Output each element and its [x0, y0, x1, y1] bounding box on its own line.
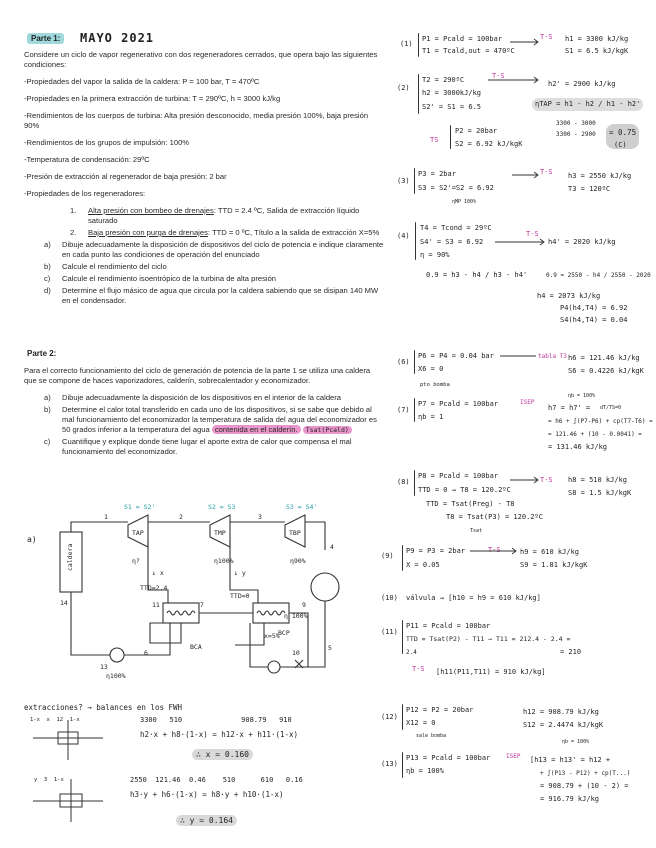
state-8-p: P8 = Pcald = 100bar: [418, 472, 499, 480]
pt-11: 11: [152, 601, 160, 609]
state-4-number: (4): [397, 232, 410, 240]
turbine-tap-label: TAP: [132, 529, 144, 537]
pt-13: 13: [100, 663, 108, 671]
state-4-calc-1: 0.9 = h3 - h4 / h3 - h4': [426, 271, 528, 279]
state-3-p: P3 = 2bar: [418, 170, 456, 178]
state-7-number: (7): [397, 406, 410, 414]
parte1-intro: Considere un ciclo de vapor regenerativo con dos regeneradores cerrados, que opera bajo las siguientes condiciones:: [24, 50, 378, 69]
ttd-24: TTD=2.4: [140, 584, 168, 592]
question-b: b) Calcule el rendimiento del ciclo: [44, 262, 167, 271]
pump2-eta: η 100%: [284, 612, 308, 620]
handwritten-note-tsat: Tsat(Pcald): [303, 426, 352, 434]
pump-bca: [110, 648, 124, 662]
state-7-p: P7 = Pcald = 100bar: [418, 400, 499, 408]
state-12-s: S12 = 2.4474 kJ/kgK: [523, 721, 604, 729]
state-13-h: [h13 = h13' = h12 +: [530, 756, 611, 764]
state-3-t: T3 = 120ºC: [568, 185, 611, 193]
state-13-number: (13): [381, 760, 398, 768]
question-d: d) Determine el flujo másico de agua que circula por la caldera sabiendo que se disipan 140 MW en el condensador.: [44, 286, 379, 305]
eta-tmp: η100%: [214, 557, 234, 565]
state-2-ts-bottom: TS: [430, 136, 439, 144]
state-7-eta: ηb = 1: [418, 413, 444, 421]
regen-1: 1. Alta presión con bombeo de drenajes: TTD = 2.4 ºC, Salida de extracción líquido saturado: [70, 206, 360, 225]
state-10-number: (10): [381, 594, 398, 602]
state-8-h: h8 = 510 kJ/kg: [568, 476, 628, 484]
state-9-x: X = 0.05: [406, 561, 440, 569]
state-11-t: = 210: [560, 648, 582, 656]
regen-list: [24, 206, 384, 238]
ttd-0: TTD=0: [230, 592, 250, 600]
x-5: x=5%: [264, 632, 280, 640]
pt-9: 9: [302, 601, 306, 609]
state-6-table: tabla T3: [538, 353, 567, 360]
eta-tap-tag: (C): [614, 141, 627, 149]
state-4-t: T4 = Tcond = 29ºC: [420, 224, 492, 232]
cond-6: -Propiedades de los regeneradores:: [24, 189, 146, 198]
state-4-h-prime: h4' = 2020 kJ/kg: [548, 238, 616, 246]
state-2-t: T2 = 290ºC: [422, 76, 465, 84]
cond-2: -Rendimientos de los cuerpos de turbina: Alta presión desconocido, media presión 100%, baja presión 90%: [24, 111, 369, 130]
parte2-label: Parte 2:: [27, 349, 57, 358]
balance1-values: 3300 510 908.79 910: [140, 716, 292, 724]
state-13-calc-1: + ∫(P13 - P12) + cp(T...): [540, 770, 631, 777]
state-7-isep: ISEP: [520, 399, 535, 406]
state-11-ttd: TTD = Tsat(P2) - T11 → T11 = 212.4 - 2.4 =: [406, 635, 571, 643]
eta-tap-formula: ηTAP = h1 - h2 / h1 - h2': [532, 98, 643, 111]
state-2-s2: S2 = 6.92 kJ/kgK: [455, 140, 523, 148]
state-1-s: S1 = 6.5 kJ/kgK: [565, 47, 629, 55]
state-11-ts: T-S: [412, 665, 425, 673]
fwh-high-pressure: [163, 603, 199, 623]
state-2-h: h2 = 3000kJ/kg: [422, 89, 482, 97]
state-7-calc-2: = 121.46 + (10 - 0.0041) =: [548, 431, 642, 438]
state-6-x: X6 = 0: [418, 365, 444, 373]
s2-s3-note: S2 = S3: [208, 503, 236, 511]
state-8-ts: T-S: [540, 476, 553, 484]
power-cycle-diagram: [40, 495, 370, 700]
state-12-note: sale bomba: [416, 733, 447, 739]
balance1-result: ∴ x = 0.160: [192, 749, 253, 760]
state-3-h: h3 = 2550 kJ/kg: [568, 172, 632, 180]
pt-2: 2: [179, 513, 183, 521]
state-9-s: S9 = 1.81 kJ/kgK: [520, 561, 588, 569]
balance2-values: 2550 121.46 0.46 510 610 0.16: [130, 776, 303, 784]
parte2-text: [24, 366, 384, 459]
diagram-a-label: a): [27, 535, 37, 544]
s1-s2-note: S1 = S2': [124, 503, 156, 511]
parte2-intro: Para el correcto funcionamiento del ciclo de generación de potencia de la parte 1 se utiliza una caldera que se compone de haces vaporizadores, calderín, sobrecalentador y economizador.: [24, 366, 371, 385]
state-8-t: T8 = Tsat(P3) = 120.2ºC: [446, 513, 543, 521]
state-8-number: (8): [397, 478, 410, 486]
bca-label: BCA: [190, 643, 202, 651]
state-3-ts: T-S: [540, 168, 553, 176]
state-11-p: P11 = Pcald = 100bar: [406, 622, 491, 630]
question-list: [24, 240, 384, 306]
state-13-calc-2: = 908.79 + (10 - 2) =: [540, 782, 629, 790]
state-4-h: h4 = 2073 kJ/kg: [537, 292, 601, 300]
state-8-s: S8 = 1.5 kJ/kgK: [568, 489, 632, 497]
state-8-ttd: TTD = 0 → T8 = 120.2ºC: [418, 486, 511, 494]
state-13-eta: ηb = 100%: [406, 767, 444, 775]
cond-5: -Presión de extracción al regenerador de baja presión: 2 bar: [24, 172, 227, 181]
state-7-side: dT/TS=0: [600, 405, 622, 411]
cond-4: -Temperatura de condensación: 29ºC: [24, 155, 150, 164]
state-7-calc-1: = h6 + ∫(P7-P6) + cp(T7-T6) =: [548, 418, 653, 425]
state-1-h: h1 = 3300 kJ/kg: [565, 35, 629, 43]
pt-3: 3: [258, 513, 262, 521]
state-2-number: (2): [397, 84, 410, 92]
turbine-tbp-label: TBP: [289, 529, 301, 537]
state-4-eta: η = 90%: [420, 251, 450, 259]
pt-7: 7: [200, 601, 204, 609]
state-13-p: P13 = Pcald = 100bar: [406, 754, 491, 762]
balance2-result: ∴ y = 0.164: [176, 815, 237, 826]
state-9-p: P9 = P3 = 2bar: [406, 547, 466, 555]
state-2-ts: T-S: [492, 72, 505, 80]
pt-10: 10: [292, 649, 300, 657]
state-6-h: h6 = 121.46 kJ/kg: [568, 354, 640, 362]
p2-question-b: b) Determine el calor total transferido en cada uno de los dispositivos, si se sabe que debido al mal funcionamiento del economizador la temperatura de salida del agua del economizador es 50 grados inferior a la temperatura del agua contenida en el calderín. Tsat(Pcald): [44, 405, 377, 434]
pt-5: 5: [328, 644, 332, 652]
balances-heading: extracciones? → balances en los FWH: [24, 703, 183, 712]
cond-0: -Propiedades del vapor la salida de la caldera: P = 100 bar, T = 470ºC: [24, 77, 260, 86]
question-c: c) Calcule el rendimiento isoentrópico de la turbina de alta presión: [44, 274, 277, 283]
state-7-top: ηb = 100%: [568, 393, 596, 399]
state-4-ts: T-S: [526, 230, 539, 238]
s3-s4-note: S3 = S4': [286, 503, 318, 511]
question-a: a) Dibuje adecuadamente la disposición de dispositivos del ciclo de potencia e indique claramente en cada punto las condiciones de operación del enunciado: [44, 240, 384, 259]
state-10-line: válvula → [h10 = h9 = 610 kJ/kg]: [406, 594, 541, 602]
state-2-s: S2' = S1 = 6.5: [422, 103, 482, 111]
state-4-s: S4' = S3 = 6.92: [420, 238, 484, 246]
p2-question-c: c) Cuantifique y explique donde tiene lugar el aporte extra de calor que compensa el mal funcionamiento del economizador.: [44, 437, 352, 456]
state-8-tsat: Tsat: [470, 528, 483, 534]
state-1-t: T1 = Tcald,out = 470ºC: [422, 47, 515, 55]
pt-1: 1: [104, 513, 108, 521]
balance1-equation: h2·x + h8·(1-x) = h12·x + h11·(1-x): [140, 730, 299, 739]
state-3-eta: ηMP 100%: [452, 199, 477, 205]
eta-tap-result: = 0.75: [606, 124, 639, 149]
cond-3: -Rendimientos de los grupos de impulsión: 100%: [24, 138, 190, 147]
state-4-calc-2: 0.9 = 2550 - h4 / 2550 - 2020: [546, 272, 651, 279]
state-11-h: [h11(P11,T11) = 910 kJ/kg]: [436, 668, 546, 676]
x-extraction: ↓ x: [152, 569, 164, 577]
pump-eta: η100%: [106, 672, 126, 680]
eta-tbp: η90%: [290, 557, 306, 565]
pump-bcp: [268, 661, 280, 673]
state-4-s-final: S4(h4,T4) = 0.04: [560, 316, 628, 324]
state-1-number: (1): [400, 40, 413, 48]
state-13-isep: ISEP: [506, 753, 521, 760]
state-11-number: (11): [381, 628, 398, 636]
eta-tap-num: 3300 - 3000: [556, 120, 596, 127]
pt-14: 14: [60, 599, 68, 607]
fwh2-tags: y 3 1-x: [34, 777, 64, 783]
state-6-note: pto bomba: [420, 382, 450, 388]
handwritten-date: MAYO 2021: [80, 31, 155, 45]
state-3-s: S3 = S2'=S2 = 6.92: [418, 184, 494, 192]
state-9-number: (9): [381, 552, 394, 560]
fwh1-tags: 1-x x 12 1-x: [30, 717, 80, 723]
state-2-h-prime: h2' = 2900 kJ/kg: [548, 80, 616, 88]
p2-question-a: a) Dibuje adecuadamente la disposición de los dispositivos en el interior de la caldera: [44, 393, 342, 402]
state-6-p: P6 = P4 = 0.04 bar: [418, 352, 494, 360]
state-1-p: P1 = Pcald = 100bar: [422, 35, 503, 43]
pt-4: 4: [330, 543, 334, 551]
state-9-ts: T-S: [488, 546, 501, 554]
state-6-s: S6 = 0.4226 kJ/kgK: [568, 367, 644, 375]
balance2-equation: h3·y + h6·(1-x) = h8·y + h10·(1-x): [130, 790, 284, 799]
state-9-h: h9 = 610 kJ/kg: [520, 548, 580, 556]
state-8-ttd-def: TTD = Tsat(Preg) - T8: [426, 500, 515, 508]
regen-2: 2. Baja presión con purga de drenajes: TTD = 0 ºC, Título a la salida de extracción X=5%: [70, 228, 380, 237]
state-1-ts: T-S: [540, 33, 553, 41]
parte1-label: Parte 1:: [27, 33, 64, 44]
cond-1: -Propiedades en la primera extracción de turbina: T = 290ºC, h = 3000 kJ/kg: [24, 94, 281, 103]
state-12-h: h12 = 908.79 kJ/kg: [523, 708, 599, 716]
state-4-p: P4(h4,T4) = 6.92: [560, 304, 628, 312]
state-7-h: h7 = h7' =: [548, 404, 591, 412]
turbine-tmp-label: TMP: [214, 529, 226, 537]
boiler-label: caldera: [66, 543, 74, 571]
state-11-ttd-val: 2.4: [406, 649, 417, 656]
state-12-p: P12 = P2 = 20bar: [406, 706, 474, 714]
state-12-number: (12): [381, 713, 398, 721]
y-extraction: ↓ y: [234, 569, 246, 577]
state-6-number: (6): [397, 358, 410, 366]
state-3-number: (3): [397, 177, 410, 185]
state-13-h-final: = 916.79 kJ/kg: [540, 795, 600, 803]
eta-tap-den: 3300 - 2900: [556, 131, 596, 138]
state-2-p: P2 = 20bar: [455, 127, 498, 135]
state-7-h-final: = 131.46 kJ/kg: [548, 443, 608, 451]
parte1-text: [24, 50, 384, 308]
bcp-label: BCP: [278, 629, 290, 637]
pt-6: 6: [144, 649, 148, 657]
eta-tap: η?: [132, 557, 140, 565]
state-13-top: ηb = 100%: [562, 739, 590, 745]
state-12-x: X12 = 0: [406, 719, 436, 727]
